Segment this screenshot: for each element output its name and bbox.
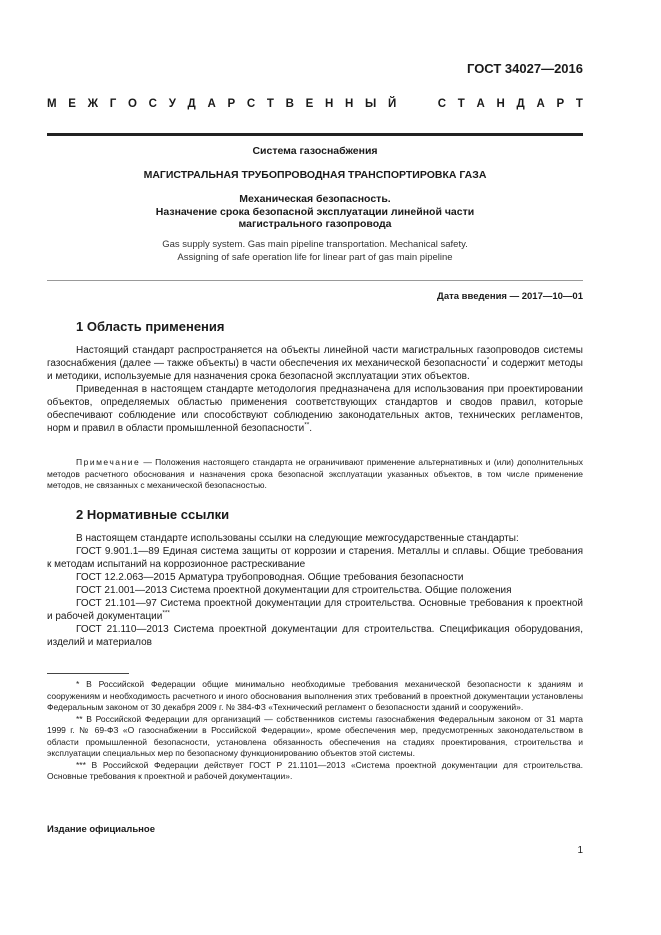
banner-letter: Е [68, 98, 76, 110]
footnotes [47, 679, 583, 783]
reference-item: ГОСТ 9.901.1—89 Единая система защиты от коррозии и старения. Металлы и сплавы. Общие требования к методам испытаний на коррозионное растрескивание [47, 546, 583, 570]
banner-gap [408, 98, 411, 110]
english-title-line: Assigning of safe operation life for linear part of gas main pipeline [177, 252, 453, 263]
banner-letter: А [476, 98, 485, 110]
banner-letter: Й [387, 98, 397, 110]
reference-item: ГОСТ 12.2.063—2015 Арматура трубопроводная. Общие требования безопасности [76, 572, 464, 583]
interstate-standard-banner [47, 98, 583, 110]
banner-letter: Н [496, 98, 505, 110]
banner-letter: А [536, 98, 545, 110]
footnote-separator [47, 673, 129, 674]
banner-letter: Т [575, 98, 583, 110]
banner-letter: Е [305, 98, 314, 110]
reference-item: ГОСТ 21.001—2013 Система проектной документации для строительства. Общие положения [76, 585, 512, 596]
banner-letter: С [437, 98, 447, 110]
paragraph: Приведенная в настоящем стандарте методология предназначена для использования при проектировании объектов, определяемых областью применения соответствующих стандартов и сводов правил, которые обеспечивают соблюдение или способствуют соблюдению законодательных актов, технических регламентов, норм и правил в области промышленной безопасности**. [47, 384, 583, 434]
section-1-body [47, 344, 583, 435]
note [47, 457, 583, 492]
banner-letter: Д [516, 98, 525, 110]
footnote-ref: *** [162, 609, 170, 617]
banner-letter: А [207, 98, 216, 110]
banner-letter: С [148, 98, 157, 110]
footnote: ** В Российской Федерации для организаций — собственников системы газоснабжения Федеральным законом от 31 марта 1999 г. № 69-ФЗ «О газоснабжении в Российской Федерации», кроме обеспечения мер, предусмотренных законодательством в области промышленной безопасности, установлена обязанность обеспечения на стадиях проектирования, строительства и эксплуатации специальных мер по безопасному функционированию объектов этой системы. [47, 713, 583, 758]
official-edition-label: Издание официальное [47, 824, 155, 835]
main-title: МАГИСТРАЛЬНАЯ ТРУБОПРОВОДНАЯ ТРАНСПОРТИРОВКА ГАЗА [143, 169, 487, 181]
paragraph: В настоящем стандарте использованы ссылки на следующие межгосударственные стандарты: [76, 533, 519, 544]
banner-letter: У [168, 98, 176, 110]
subtitle-line: Назначение срока безопасной эксплуатации линейной части [155, 205, 475, 218]
footnote-ref: ** [304, 421, 310, 429]
section-1-heading: 1 Область применения [76, 319, 225, 334]
banner-letter: Г [109, 98, 117, 110]
introduction-date: Дата введения — 2017—10—01 [437, 291, 583, 302]
section-2-body [47, 532, 583, 649]
subtitle-line: магистрального газопровода [238, 218, 392, 230]
banner-letter: М [47, 98, 57, 110]
banner-letter: Р [556, 98, 565, 110]
banner-letter: Н [324, 98, 334, 110]
note-label: Примечание [76, 457, 141, 467]
title-rule [47, 280, 583, 281]
banner-letter: С [246, 98, 256, 110]
footnote: * В Российской Федерации общие минимально необходимые требования механической безопасности к зданиям и сооружениям и необходимость расчетного и иного обоснования выполнения этих требований в проектной документации установлены Федеральным законом от 30 декабря 2009 г. № 384-ФЗ «Технический регламент о безопасности зданий и сооружений». [47, 679, 583, 712]
reference-item: ГОСТ 21.101—97 Система проектной документации для строительства. Основные требования к проектной и рабочей документации*** [47, 598, 583, 622]
banner-letter: Ж [87, 98, 99, 110]
banner-letter: О [128, 98, 137, 110]
banner-letter: Р [227, 98, 236, 110]
banner-letter: Н [345, 98, 354, 110]
banner-letter: Т [457, 98, 465, 110]
banner-gap [423, 98, 426, 110]
footnote-ref: * [486, 356, 490, 364]
subtitle [47, 193, 583, 231]
footnote: *** В Российской Федерации действует ГОСТ Р 21.1101—2013 «Система проектной документации для строительства. Основные требования к проектной и рабочей документации». [47, 759, 583, 781]
standard-code: ГОСТ 34027—2016 [467, 61, 583, 76]
subtitle-line: Механическая безопасность. [239, 193, 391, 205]
section-2-heading: 2 Нормативные ссылки [76, 507, 230, 522]
banner-letter: В [285, 98, 294, 110]
paragraph: Настоящий стандарт распространяется на объекты линейной части магистральных газопроводов системы газоснабжения (далее — также объекты) в части обеспечения их механической безопасности* и содержит методы и методики, используемые для назначения срока безопасной эксплуатации этих объектов. [47, 345, 583, 382]
system-title: Система газоснабжения [252, 145, 378, 157]
banner-letter: Т [266, 98, 274, 110]
reference-item: ГОСТ 21.110—2013 Система проектной документации для строительства. Спецификация оборудования, изделий и материалов [47, 624, 583, 648]
page-number: 1 [577, 845, 583, 856]
header-rule [47, 133, 583, 136]
english-title-line: Gas supply system. Gas main pipeline transportation. Mechanical safety. [162, 239, 468, 250]
note-text: — Положения настоящего стандарта не ограничивают применение альтернативных и (или) дополнительных методов расчетного обоснования и назначения срока безопасной эксплуатации указанных объектов, в том числе применение методов, не связанных с механической безопасностью. [47, 457, 583, 490]
english-title [47, 238, 583, 264]
banner-letter: Д [187, 98, 196, 110]
banner-letter: Ы [365, 98, 377, 110]
